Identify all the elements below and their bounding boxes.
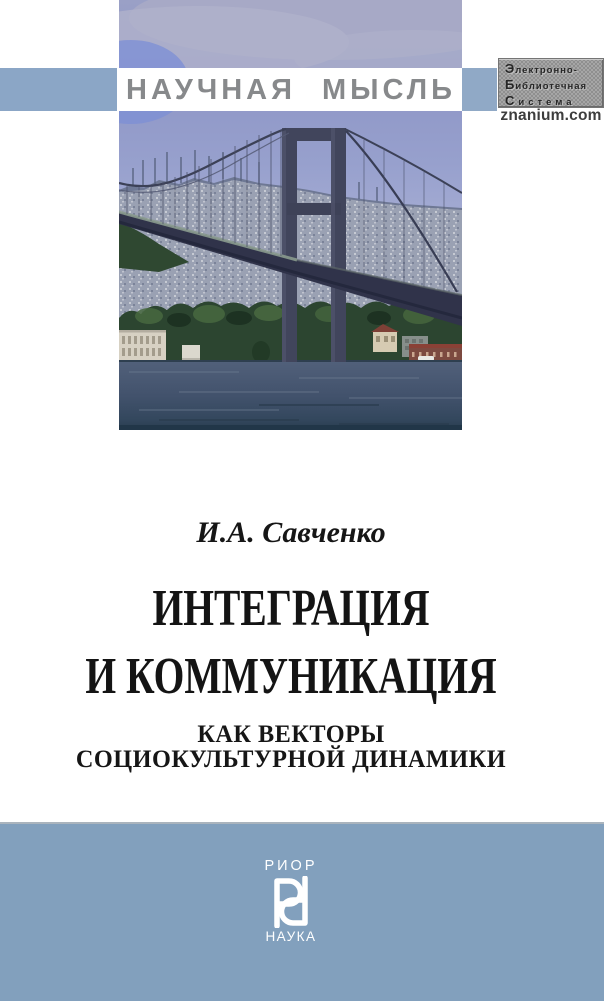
znanium-domain: znanium.com xyxy=(500,107,602,124)
znanium-badge xyxy=(498,58,604,108)
badge-line-3: Система xyxy=(505,93,576,108)
author-name: И.А. Савченко xyxy=(196,516,386,549)
title-line-2: И КОММУНИКАЦИЯ xyxy=(85,648,497,705)
subtitle-line-2: СОЦИОКУЛЬТУРНОЙ ДИНАМИКИ xyxy=(75,746,507,773)
bridge-photo xyxy=(119,0,462,430)
publisher-logo xyxy=(0,858,582,944)
publisher-name: РИОР xyxy=(264,858,318,874)
series-title: НАУЧНАЯ МЫСЛЬ xyxy=(126,74,456,106)
badge-line-2: Библиотечная xyxy=(505,77,588,92)
subtitle-line-1: КАК ВЕКТОРЫ xyxy=(197,721,385,748)
badge-line-1: Электронно- xyxy=(505,61,578,76)
book-subtitle xyxy=(0,722,582,772)
book-title xyxy=(0,575,582,711)
rior-monogram-icon xyxy=(269,876,313,928)
footer-band xyxy=(0,824,604,1001)
title-line-1: ИНТЕГРАЦИЯ xyxy=(152,580,430,637)
publisher-imprint: НАУКА xyxy=(265,929,317,944)
